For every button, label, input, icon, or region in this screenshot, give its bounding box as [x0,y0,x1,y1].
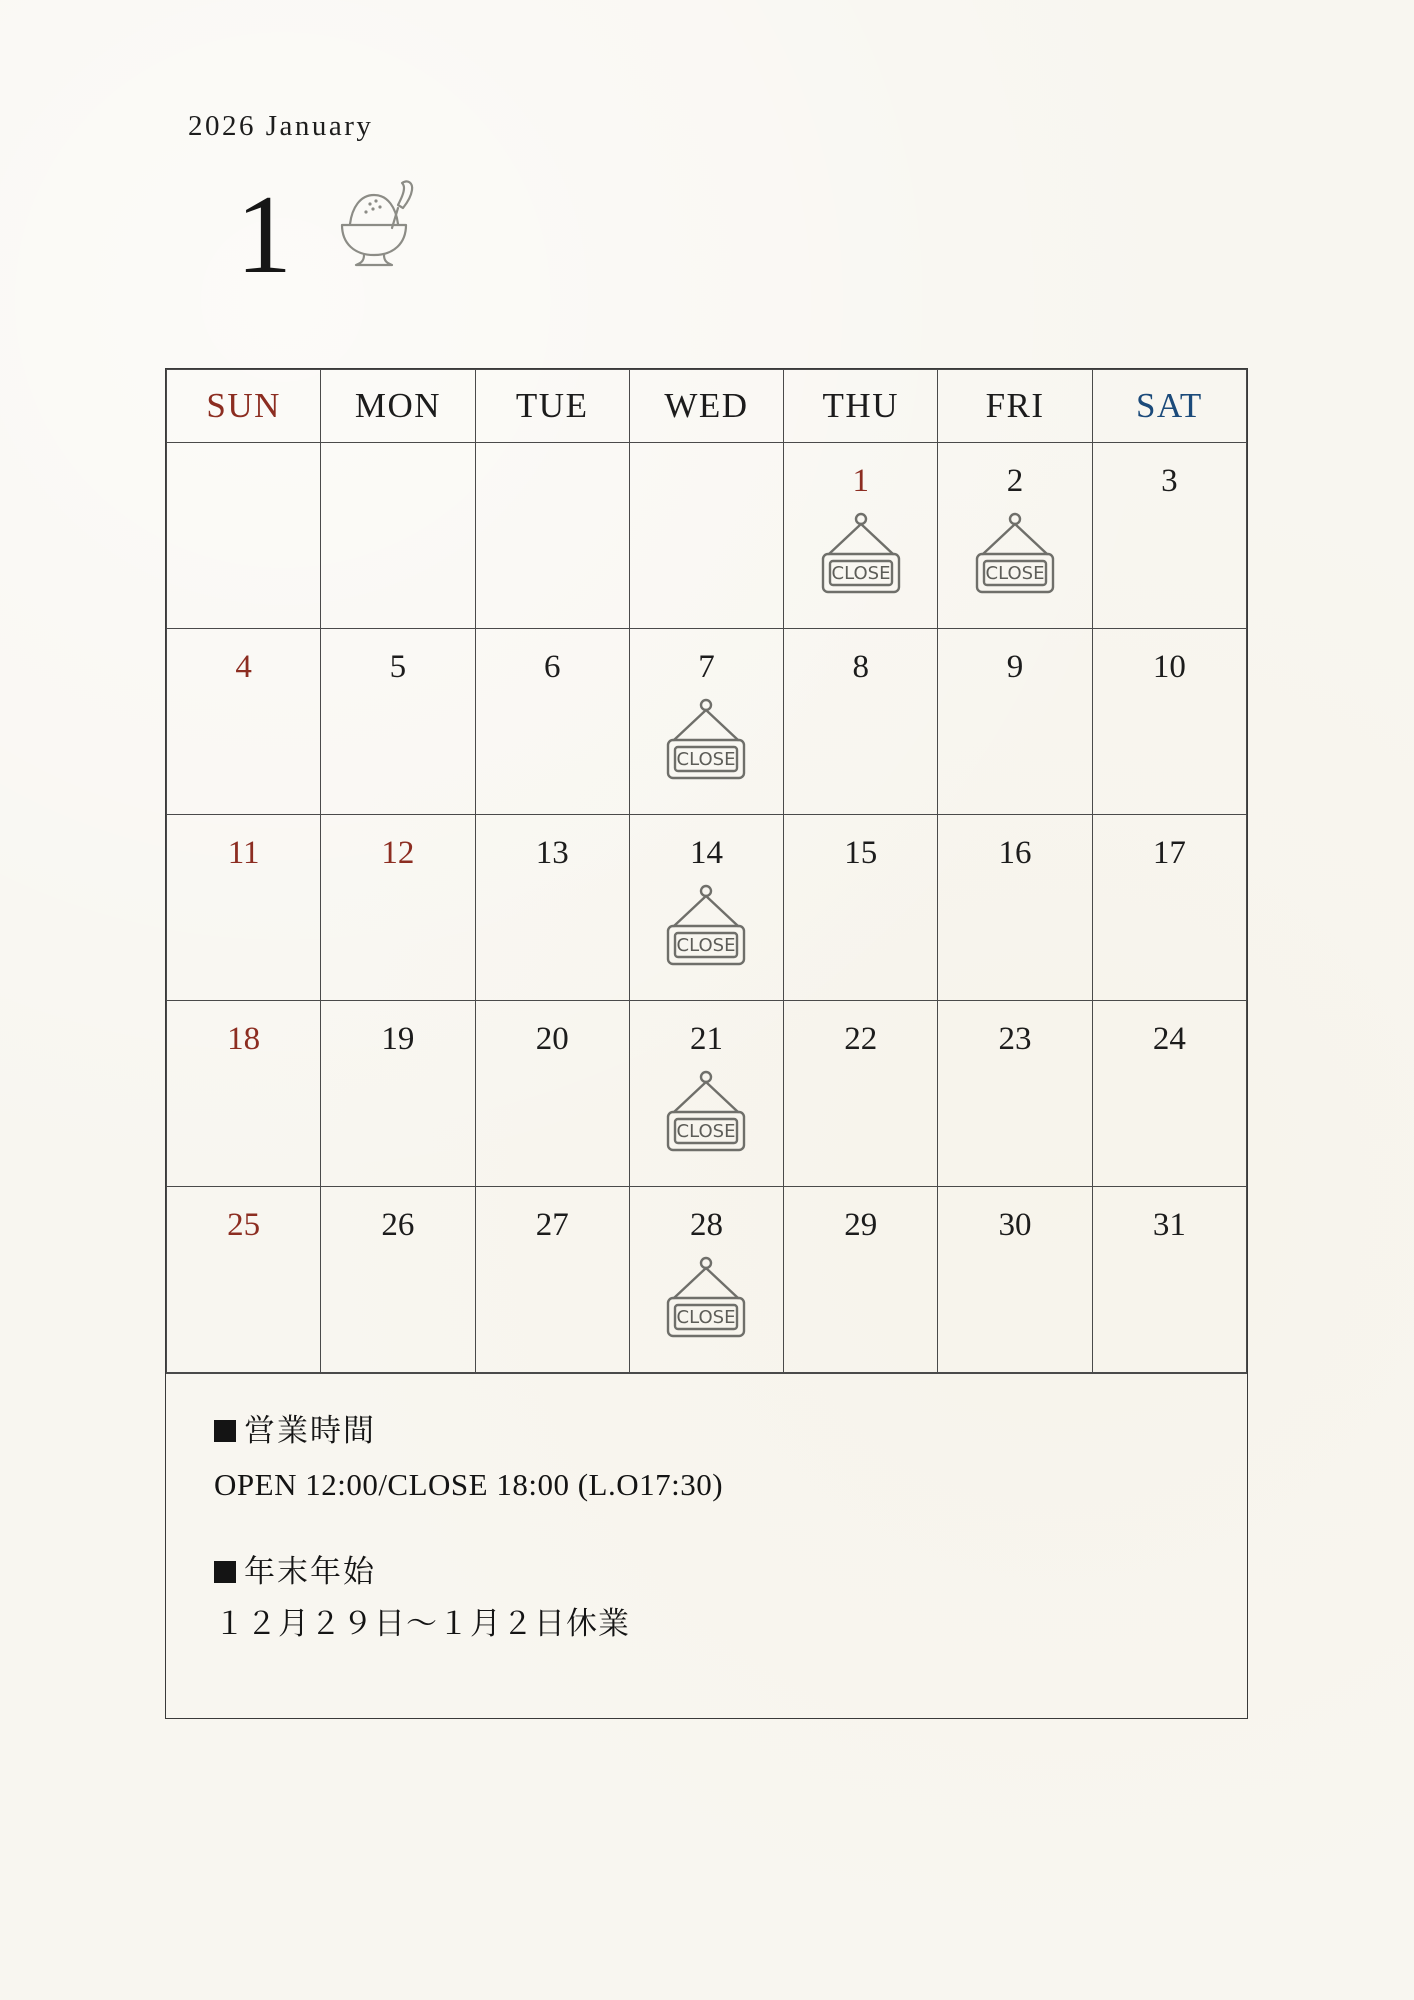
close-sign-icon [938,510,1091,602]
calendar-table-container [165,368,1248,1719]
weekday-header-wed: WED [629,370,783,443]
calendar-day-cell [784,443,938,629]
calendar-week-row [167,629,1247,815]
day-number: 20 [535,1021,569,1057]
weekday-header-thu: THU [784,370,938,443]
calendar-day-cell [167,629,321,815]
calendar-table [166,369,1247,1373]
calendar-day-cell [321,1187,475,1373]
weekday-header-row [167,370,1247,443]
day-number: 23 [998,1021,1032,1057]
calendar-day-cell [938,815,1092,1001]
close-sign-icon [630,696,783,788]
calendar-day-cell [1092,629,1246,815]
day-number: 30 [998,1207,1032,1243]
svg-text:CLOSE: CLOSE [985,563,1045,584]
day-number: 19 [381,1021,415,1057]
year-month-label: 2026 January [188,110,374,142]
business-hours-heading [214,1408,1247,1455]
day-number: 16 [998,835,1032,871]
month-display [188,157,788,297]
close-sign-icon [784,510,937,602]
calendar-day-cell [167,815,321,1001]
weekday-header-sun: SUN [167,370,321,443]
calendar-day-cell [475,629,629,815]
day-number: 25 [227,1207,261,1243]
svg-text:CLOSE: CLOSE [677,1121,736,1142]
calendar-week-row [167,1187,1247,1373]
day-number: 4 [235,649,252,685]
newyear-heading-text: 年末年始 [244,1553,376,1590]
calendar-empty-cell [629,443,783,629]
day-number: 15 [844,835,878,871]
calendar-week-row [167,443,1247,629]
calendar-day-cell [475,815,629,1001]
day-number: 24 [1152,1021,1186,1057]
day-number: 21 [689,1021,723,1057]
calendar-day-cell [938,1001,1092,1187]
notes-section [166,1373,1247,1718]
calendar-day-cell [475,1187,629,1373]
day-number: 7 [698,649,715,685]
calendar-day-cell [629,1001,783,1187]
calendar-day-cell [629,815,783,1001]
weekday-header-tue: TUE [475,370,629,443]
day-number: 26 [381,1207,415,1243]
calendar-day-cell [167,1001,321,1187]
day-number: 9 [1006,649,1024,685]
svg-text:CLOSE: CLOSE [677,749,736,770]
day-number: 27 [535,1207,569,1243]
close-sign-icon [630,1254,783,1346]
day-number: 6 [543,649,561,685]
day-number: 12 [381,835,415,871]
weekday-header-sat: SAT [1092,370,1246,443]
bullet-square-icon-2 [214,1561,236,1583]
month-number: 1 [236,172,292,297]
day-number: 13 [535,835,569,871]
svg-text:CLOSE: CLOSE [677,1307,736,1328]
day-number: 10 [1152,649,1186,685]
day-number: 18 [227,1021,261,1057]
calendar-day-cell [784,1001,938,1187]
notes-spacer [214,1509,1247,1549]
day-number: 31 [1152,1207,1186,1243]
newyear-line: １２月２９日〜１月２日休業 [214,1606,630,1643]
bullet-square-icon [214,1420,236,1442]
calendar-day-cell [475,1001,629,1187]
calendar-day-cell [1092,815,1246,1001]
calendar-day-cell [1092,443,1246,629]
calendar-empty-cell [167,443,321,629]
newyear-heading [214,1549,1247,1596]
weekday-header-mon: MON [321,370,475,443]
day-number: 17 [1152,835,1186,871]
svg-text:CLOSE: CLOSE [831,563,891,584]
calendar-day-cell [784,629,938,815]
calendar-day-cell [938,1187,1092,1373]
day-number: 22 [844,1021,878,1057]
calendar-day-cell [629,629,783,815]
day-number: 3 [1161,463,1178,499]
svg-text:CLOSE: CLOSE [677,935,736,956]
day-number: 14 [689,835,723,871]
calendar-week-row [167,815,1247,1001]
calendar-day-cell [321,629,475,815]
calendar-empty-cell [321,443,475,629]
weekday-header-fri: FRI [938,370,1092,443]
calendar-day-cell [938,443,1092,629]
calendar-day-cell [784,1187,938,1373]
close-sign-icon [630,1068,783,1160]
day-number: 29 [844,1207,878,1243]
calendar-day-cell [167,1187,321,1373]
day-number: 1 [852,463,870,499]
business-hours-line: OPEN 12:00/CLOSE 18:00 (L.O17:30) [214,1466,724,1502]
close-sign-icon [630,882,783,974]
calendar-day-cell [1092,1187,1246,1373]
business-hours-heading-text: 営業時間 [244,1413,376,1449]
calendar-body [167,443,1247,1373]
day-number: 2 [1006,463,1024,499]
calendar-day-cell [784,815,938,1001]
day-number: 8 [852,649,870,685]
calendar-day-cell [938,629,1092,815]
shaved-ice-bowl-icon [314,157,434,282]
calendar-day-cell [1092,1001,1246,1187]
day-number: 11 [227,835,260,871]
calendar-week-row [167,1001,1247,1187]
calendar-day-cell [629,1187,783,1373]
day-number: 5 [389,649,407,685]
calendar-empty-cell [475,443,629,629]
day-number: 28 [689,1207,723,1243]
calendar-header [188,110,788,297]
calendar-day-cell [321,1001,475,1187]
calendar-day-cell [321,815,475,1001]
